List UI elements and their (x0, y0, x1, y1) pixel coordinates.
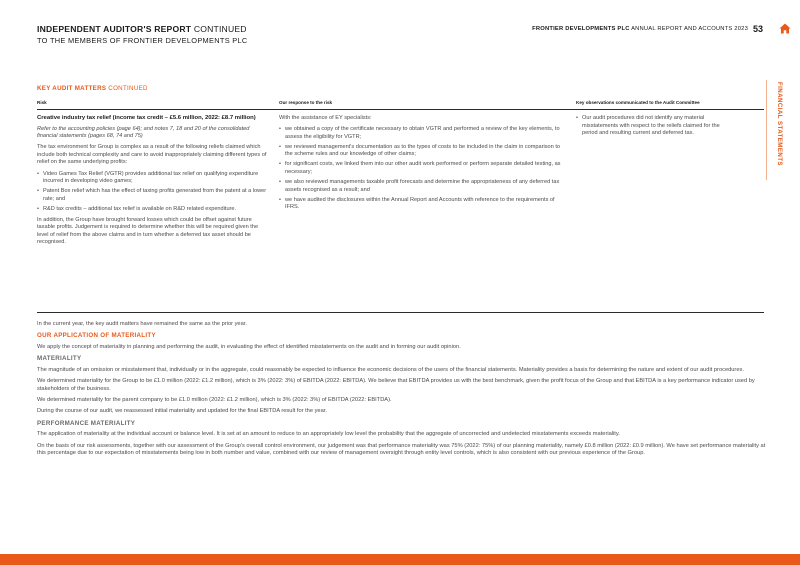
performance-materiality-text: The application of materiality at the individual account or balance level. It is set at an amount to reduce to an appropriately low level the probability that the aggregate of uncorrected and undetected misstatements exceeds materiality. (37, 431, 620, 438)
materiality-section (37, 321, 767, 461)
section-title: KEY AUDIT MATTERS CONTINUED (37, 85, 148, 92)
performance-materiality-heading: PERFORMANCE MATERIALITY (37, 419, 136, 427)
risk-reference: Refer to the accounting policies (page 64); and notes 7, 18 and 20 of the consolidated financial statements (pages 68, 74 and 75) (37, 125, 250, 140)
list-item: • Patent Box relief which has the effect of taxing profits generated from the patent at a lower rate; and (37, 188, 269, 203)
report-company: FRONTIER DEVELOPMENTS PLC ANNUAL REPORT AND ACCOUNTS 2023 (532, 26, 748, 32)
report-subtitle: TO THE MEMBERS OF FRONTIER DEVELOPMENTS PLC (37, 36, 248, 45)
home-icon[interactable] (779, 23, 791, 34)
materiality-text: The magnitude of an omission or misstatement that, individually or in the aggregate, could reasonably be expected to influence the economic decisions of the users of the financial statements. Materiality provides a basis for determining the nature and extent of our audit procedures. (37, 366, 744, 373)
side-tab-financial-statements[interactable]: FINANCIAL STATEMENTS (776, 82, 783, 166)
risk-intro: The tax environment for Group is complex as a result of the following reliefs claimed which include both technical complexity and care to avoid inappropriately claiming different types of relief on the same underlying profits: (37, 144, 267, 166)
risk-closing: In addition, the Group have brought forward losses which could be offset against future taxable profits. Judgement is required to determine whether this will be required given the level of relief from the above claims and in turn whether a deferred tax asset should be recognised. (37, 216, 259, 246)
materiality-application-text: We apply the concept of materiality in planning and performing the audit, in evaluating the effect of identified misstatements on the audit and in forming our audit opinion. (37, 343, 461, 350)
response-intro: With the assistance of EY specialists: (279, 115, 372, 121)
reassessed-text: During the course of our audit, we reassessed initial materiality and updated for the final EBITDA result for the year. (37, 408, 327, 415)
list-item: • for significant costs, we linked them into our other audit work performed or perform separate detailed testing, as necessary; (279, 161, 565, 176)
materiality-heading: MATERIALITY (37, 355, 82, 363)
list-item: • Video Games Tax Relief (VGTR) provides additional tax relief on qualifying expenditure incurred in developing video games; (37, 171, 269, 186)
performance-materiality-basis: On the basis of our risk assessments, together with our assessment of the Group's overall control environment, our judgement was that performance materiality was 75% (2022: 75%) of our planning materiality, namely £0.8 million (2022: £0.9 million). We have set performance materiality at this percentage due to our expectation of misstatements being low in both number and value, combined with our review of management oversight through entity level controls, which is also consistent with our previous experience of the Group. (37, 442, 766, 457)
column-header-observations: Key observations communicated to the Audit Committee (576, 100, 700, 105)
observations-column (576, 115, 728, 141)
report-title: INDEPENDENT AUDITOR'S REPORT CONTINUED (37, 24, 247, 34)
column-header-risk: Risk (37, 100, 47, 105)
column-header-response: Our response to the risk (279, 100, 333, 105)
page-number: 53 (753, 24, 764, 34)
current-year-statement: In the current year, the key audit matters have remained the same as the prior year. (37, 321, 247, 327)
group-materiality-text: We determined materiality for the Group to be £1.0 million (2022: £1.2 million), which is 3% (2022: 3%) of EBITDA (2022: EBITDA). We believe that EBITDA provides us with the best benchmark, given the profit focus of the Group and that EBITDA is a key performance indicator used by stakeholders of the business. (37, 377, 755, 392)
response-bullet-list (279, 126, 565, 212)
list-item: • we obtained a copy of the certificate necessary to obtain VGTR and performed a review of the key elements, to assess the eligibility for VGTR; (279, 126, 565, 141)
risk-bullet-list (37, 171, 269, 214)
table-header-rule (37, 109, 764, 110)
list-item: • Our audit procedures did not identify any material misstatements with respect to the reliefs claimed for the period and resulting current and deferred tax. (576, 115, 728, 138)
response-column (279, 115, 565, 215)
list-item: • we reviewed management's documentation as to the types of costs to be included in the claim in comparison to the scheme rules and our knowledge of other claims; (279, 144, 565, 159)
list-item: • R&D tax credits – additional tax relief is available on R&D related expenditure. (37, 206, 269, 214)
key-audit-matters-table (37, 97, 764, 313)
side-tab-divider (766, 80, 767, 180)
observations-bullet-list (576, 115, 728, 138)
table-bottom-rule (37, 312, 764, 313)
materiality-application-heading: OUR APPLICATION OF MATERIALITY (37, 332, 156, 340)
list-item: • we have audited the disclosures within the Annual Report and Accounts with reference to the requirements of IFRS. (279, 197, 565, 212)
footer-bar (0, 554, 800, 565)
parent-materiality-text: We determined materiality for the parent company to be £1.0 million (2022: £1.2 million), which is 3% (2022: 3%) of EBITDA (2022: EBITDA). (37, 396, 392, 403)
risk-title: Creative industry tax relief (income tax credit – £5.6 million, 2022: £8.7 million) (37, 115, 256, 121)
risk-column (37, 115, 269, 250)
list-item: • we also reviewed managements taxable profit forecasts and determine the appropriateness of any deferred tax assets recognised as a result; and (279, 179, 565, 194)
